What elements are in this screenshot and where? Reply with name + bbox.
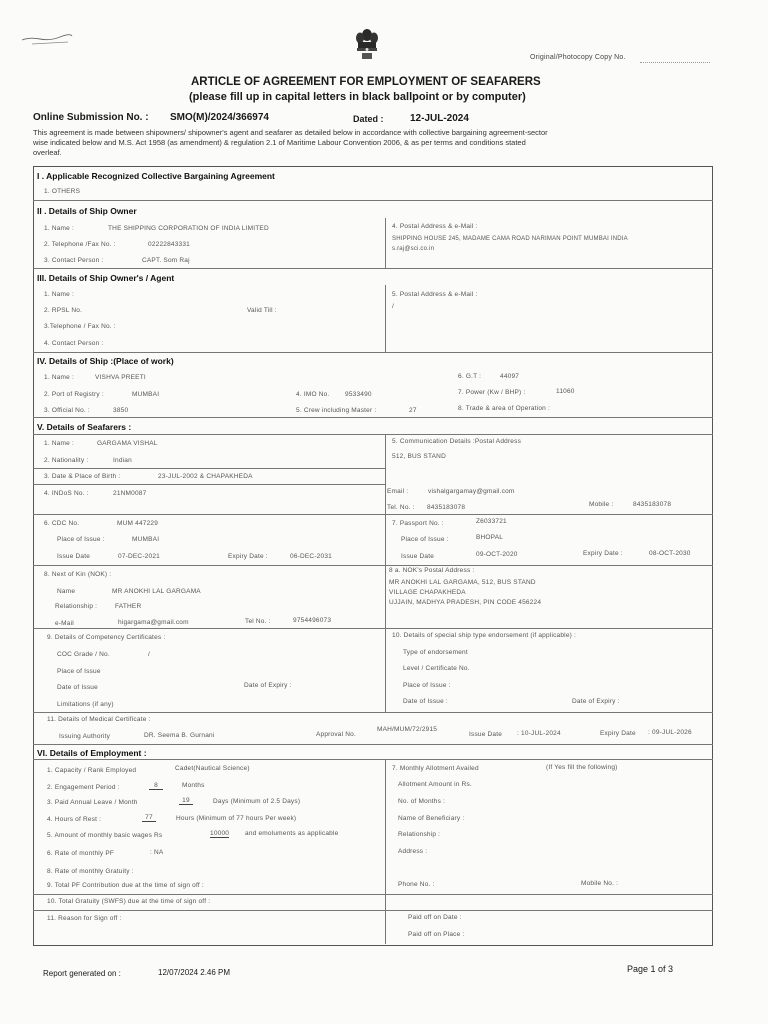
owner-address-label: 4. Postal Address & e-Mail : (392, 223, 478, 230)
section-seafarer-title: V. Details of Seafarers : (37, 422, 132, 432)
document-subtitle: (please fill up in capital letters in black ballpoint or by computer) (189, 91, 526, 103)
ship-port: MUMBAI (132, 391, 160, 398)
cdc-expiry-label: Expiry Date : (228, 553, 268, 560)
nationality: Indian (113, 457, 132, 464)
cdc-number: MUM 447229 (117, 520, 159, 527)
intro-text-line-3: overleaf. (33, 148, 62, 157)
beneficiary-label: Name of Beneficiary : (398, 815, 465, 822)
allotment-months-label: No. of Months : (398, 798, 446, 805)
paid-off-place-label: Paid off on Place : (408, 931, 465, 938)
cdc-issue-label: Issue Date (57, 553, 91, 560)
owner-contact: CAPT. Som Raj (142, 257, 190, 264)
section-employment-title: VI. Details of Employment : (37, 748, 147, 758)
wages-unit: and emoluments as applicable (245, 830, 339, 837)
intro-text-line-2: wise indicated below and M.S. Act 1958 (as amendment) & regulation 2.1 of Maritime Labour Convention 2006, & as per terms and conditions stated (33, 138, 526, 147)
submission-number: SMO(M)/2024/366974 (170, 112, 269, 123)
gratuity-total-label: 10. Total Gratuity (SWFS) due at the time of sign off : (47, 898, 211, 905)
intro-text-line-1: This agreement is made between shipowners/ shipowner's agent and seafarer as detailed below in accordance with collective bargaining agreement-sector (33, 128, 548, 137)
allotment-amount-label: Allotment Amount in Rs. (398, 781, 472, 788)
medical-issue-date: : 10-JUL-2024 (517, 730, 561, 737)
nok-relationship: FATHER (115, 603, 142, 610)
ship-name: VISHVA PREETI (95, 374, 146, 381)
leave-label: 3. Paid Annual Leave / Month (47, 799, 138, 806)
wages-value (210, 830, 229, 838)
wages-label: 5. Amount of monthly basic wages Rs (47, 832, 163, 839)
medical-authority-label: Issuing Authority (59, 733, 111, 740)
medical-expiry-label: Expiry Date (600, 730, 636, 737)
agent-contact-label: 4. Contact Person : (44, 340, 104, 347)
coc-limitations-label: Limitations (if any) (57, 701, 114, 708)
nok-address-label: 8 a. NOK's Postal Address : (389, 567, 475, 574)
report-generated-label: Report generated on : (43, 969, 121, 978)
agent-name-label: 1. Name : (44, 291, 74, 298)
dated-label: Dated : (353, 114, 384, 124)
capacity-label: 1. Capacity / Rank Employed (47, 767, 137, 774)
cdc-place-label: Place of Issue : (57, 536, 105, 543)
endorsement-level-label: Level / Certificate No. (403, 665, 470, 672)
beneficiary-mobile-label: Mobile No. : (581, 880, 619, 887)
endorsement-type-label: Type of endorsement (403, 649, 468, 656)
coc-expiry-label: Date of Expiry : (244, 682, 292, 689)
passport-issue-date: 09-OCT-2020 (476, 551, 518, 558)
pf-label: 6. Rate of monthly PF (47, 850, 115, 857)
ship-official-label: 3. Official No. : (44, 407, 90, 414)
passport-expiry-date: 08-OCT-2030 (649, 550, 691, 557)
rest-number: 77 (142, 814, 156, 822)
endorsement-label: 10. Details of special ship type endorsement (if applicable) : (392, 632, 577, 639)
nok-relationship-label: Relationship : (55, 603, 98, 610)
signoff-reason-label: 11. Reason for Sign off : (47, 915, 122, 922)
endorsement-place-label: Place of Issue : (403, 682, 451, 689)
nok-tel-label: Tel No. : (245, 618, 271, 625)
nok-address-line-1: MR ANOKHI LAL GARGAMA, 512, BUS STAND (389, 579, 536, 586)
section-agent-title: III. Details of Ship Owner's / Agent (37, 273, 175, 283)
capacity-value: Cadet(Nautical Science) (175, 765, 250, 772)
ship-crew: 27 (409, 407, 417, 414)
coc-grade: / (148, 651, 151, 658)
seafarer-tel: 8435183078 (427, 504, 466, 511)
medical-approval-no: MAH/MUM/72/2915 (377, 726, 438, 733)
coc-label: 9. Details of Competency Certificates : (47, 634, 166, 641)
leave-number: 19 (179, 797, 193, 805)
coc-place-label: Place of Issue (57, 668, 101, 675)
email-label: Email : (387, 488, 409, 495)
passport-place: BHOPAL (476, 534, 504, 541)
pf-total-label: 9. Total PF Contribution due at the time of sign off : (47, 882, 204, 889)
national-emblem-icon (353, 27, 381, 63)
ship-trade-label: 8. Trade & area of Operation : (458, 405, 550, 412)
beneficiary-address-label: Address : (398, 848, 428, 855)
coc-issue-label: Date of Issue (57, 684, 98, 691)
comm-details-label: 5. Communication Details :Postal Address (392, 438, 522, 445)
agent-rpsl-label: 2. RPSL No. (44, 307, 83, 314)
cba-value: 1. OTHERS (44, 188, 81, 195)
owner-address: SHIPPING HOUSE 245, MADAME CAMA ROAD NARIMAN POINT MUMBAI INDIA (392, 236, 628, 242)
owner-tel-label: 2. Telephone /Fax No. : (44, 241, 116, 248)
dated-value: 12-JUL-2024 (410, 113, 469, 124)
rest-unit: Hours (Minimum of 77 hours Per week) (176, 815, 297, 822)
engagement-unit: Months (182, 782, 205, 789)
passport-expiry-label: Expiry Date : (583, 550, 623, 557)
nok-address-line-2: VILLAGE CHAPAKHEDA (389, 589, 466, 596)
seafarer-mobile: 8435183078 (633, 501, 672, 508)
indos-label: 4. INDoS No. : (44, 490, 89, 497)
ship-crew-label: 5. Crew including Master : (296, 407, 377, 414)
submission-label: Online Submission No. : (33, 112, 149, 123)
passport-label: 7. Passport No. : (392, 520, 444, 527)
passport-issue-label: Issue Date (401, 553, 435, 560)
allotment-note: (If Yes fill the following) (546, 764, 618, 771)
section-ship-title: IV. Details of Ship :(Place of work) (37, 356, 174, 366)
agent-valid-label: Valid Till : (247, 307, 277, 314)
pf-value: : NA (150, 849, 164, 856)
ship-name-label: 1. Name : (44, 374, 74, 381)
medical-approval-label: Approval No. (316, 731, 356, 738)
gratuity-label: 8. Rate of monthly Gratuity : (47, 868, 134, 875)
ship-official: 3850 (113, 407, 129, 414)
nok-email: higargama@gmail.com (118, 619, 189, 626)
agent-address: / (392, 303, 395, 310)
medical-label: 11. Details of Medical Certificate : (47, 716, 151, 723)
endorsement-issue-label: Date of Issue : (403, 698, 448, 705)
nok-address-line-3: UJJAIN, MADHYA PRADESH, PIN CODE 456224 (389, 599, 542, 606)
seafarer-name: GARGAMA VISHAL (97, 440, 158, 447)
medical-issue-label: Issue Date (469, 731, 503, 738)
medical-expiry-date: : 09-JUL-2026 (648, 729, 692, 736)
agent-tel-label: 3.Telephone / Fax No. : (44, 323, 116, 330)
nationality-label: 2. Nationality : (44, 457, 89, 464)
passport-number: Z6033721 (476, 518, 507, 525)
engagement-label: 2. Engagement Period : (47, 784, 120, 791)
owner-name: THE SHIPPING CORPORATION OF INDIA LIMITED (108, 225, 269, 232)
ship-port-label: 2. Port of Registry : (44, 391, 104, 398)
mobile-label: Mobile : (589, 501, 614, 508)
pen-scribble-mark (20, 28, 75, 48)
allotment-label: 7. Monthly Allotment Availed (392, 765, 479, 772)
beneficiary-phone-label: Phone No. : (398, 881, 435, 888)
nok-name: MR ANOKHI LAL GARGAMA (112, 588, 201, 595)
report-generated-value: 12/07/2024 2.46 PM (158, 968, 231, 977)
leave-value (179, 797, 193, 805)
copy-number-label: Original/Photocopy Copy No. (530, 54, 626, 61)
ship-power-label: 7. Power (Kw / BHP) : (458, 389, 526, 396)
wages-number: 10000 (210, 830, 230, 837)
ship-imo-label: 4. IMO No. (296, 391, 330, 398)
document-title: ARTICLE OF AGREEMENT FOR EMPLOYMENT OF SEAFARERS (191, 76, 541, 88)
rest-value (142, 814, 156, 822)
cdc-issue-date: 07-DEC-2021 (118, 553, 160, 560)
ship-imo: 9533490 (345, 391, 372, 398)
nok-tel: 9754496073 (293, 617, 332, 624)
owner-name-label: 1. Name : (44, 225, 74, 232)
indos-number: 21NM0087 (113, 490, 147, 497)
postal-address: 512, BUS STAND (392, 453, 446, 460)
dob-place: 23-JUL-2002 & CHAPAKHEDA (158, 473, 253, 480)
ship-gt-label: 6. G.T : (458, 373, 482, 380)
section-cba-title: I . Applicable Recognized Collective Bargaining Agreement (37, 171, 275, 181)
cdc-expiry-date: 06-DEC-2031 (290, 553, 332, 560)
rest-label: 4. Hours of Rest : (47, 816, 102, 823)
tel-label: Tel. No. : (387, 504, 415, 511)
owner-tel: 02222843331 (148, 241, 190, 248)
ship-power: 11060 (556, 388, 575, 395)
page-number: Page 1 of 3 (627, 964, 674, 974)
section-ship-owner-title: II . Details of Ship Owner (37, 206, 137, 216)
passport-place-label: Place of Issue : (401, 536, 449, 543)
seafarer-name-label: 1. Name : (44, 440, 74, 447)
engagement-number: 8 (149, 782, 163, 790)
agent-address-label: 5. Postal Address & e-Mail : (392, 291, 478, 298)
nok-name-label: Name (57, 588, 76, 595)
cdc-label: 6. CDC No. (44, 520, 80, 527)
paid-off-date-label: Paid off on Date : (408, 914, 462, 921)
nok-label: 8. Next of Kin (NOK) : (44, 571, 112, 578)
owner-contact-label: 3. Contact Person : (44, 257, 104, 264)
coc-grade-label: COC Grade / No. (57, 651, 110, 658)
engagement-value (149, 782, 163, 790)
cdc-place: MUMBAI (132, 536, 160, 543)
beneficiary-relationship-label: Relationship : (398, 831, 441, 838)
dob-label: 3. Date & Place of Birth : (44, 473, 121, 480)
medical-authority: DR. Seema B. Gurnani (144, 732, 215, 739)
endorsement-expiry-label: Date of Expiry : (572, 698, 620, 705)
seafarer-email: vishalgargamay@gmail.com (428, 488, 515, 495)
leave-unit: Days (Minimum of 2.5 Days) (213, 798, 301, 805)
owner-email: s.raj@sci.co.in (392, 246, 435, 252)
ship-gt: 44097 (500, 373, 520, 380)
nok-email-label: e-Mail (55, 620, 74, 627)
